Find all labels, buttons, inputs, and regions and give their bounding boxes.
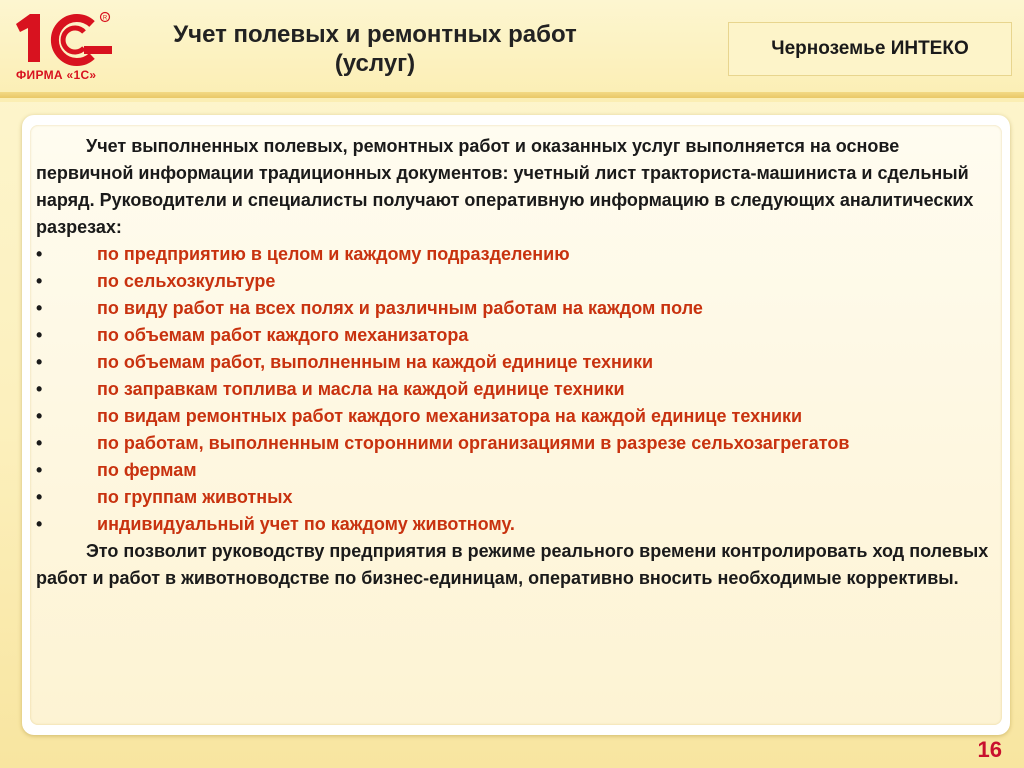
logo-caption: ФИРМА «1С» (16, 68, 97, 82)
list-item (36, 241, 990, 268)
list-item (36, 268, 990, 295)
header-divider (0, 92, 1024, 98)
list-item (36, 322, 990, 349)
title-line-1: Учет полевых и ремонтных работ (173, 21, 577, 48)
bullet-icon: • (36, 406, 43, 426)
content-body (36, 133, 990, 592)
bullet-icon: • (36, 352, 43, 372)
list-item (36, 457, 990, 484)
bullet-icon: • (36, 433, 43, 453)
list-item-text: по работам, выполненным сторонними организациями в разрезе сельхозагрегатов (97, 433, 850, 453)
list-item-text: по сельхозкультуре (97, 271, 276, 291)
list-item-text: по видам ремонтных работ каждого механизатора на каждой единице техники (97, 406, 803, 426)
svg-text:R: R (102, 15, 108, 22)
intro-paragraph: Учет выполненных полевых, ремонтных работ и оказанных услуг выполняется на основе первичной информации традиционных документов: учетный лист тракториста-машиниста и сдельный наряд. Руководители и специалисты получают оперативную информацию в следующих аналитических разрезах: (36, 136, 974, 237)
conclusion-paragraph: Это позволит руководству предприятия в режиме реального времени контролировать ход полевых работ и работ в животноводстве по бизнес-единицам, оперативно вносить необходимые коррективы. (36, 541, 989, 588)
list-item (36, 376, 990, 403)
list-item-text: по предприятию в целом и каждому подразделению (97, 244, 570, 264)
analytics-list (36, 241, 990, 538)
bullet-icon: • (36, 514, 43, 534)
list-item-text: по группам животных (97, 487, 293, 507)
bullet-icon: • (36, 325, 43, 345)
page-number: 16 (977, 737, 1002, 762)
list-item-text: по фермам (97, 460, 197, 480)
list-item (36, 430, 990, 457)
bullet-icon: • (36, 298, 43, 318)
list-item-text: по объемам работ каждого механизатора (97, 325, 469, 345)
list-item (36, 403, 990, 430)
title-line-2: (услуг) (334, 50, 416, 77)
list-item-text: по виду работ на всех полях и различным работам на каждом поле (97, 298, 703, 318)
page-title (130, 20, 620, 78)
list-item (36, 295, 990, 322)
list-item (36, 349, 990, 376)
bullet-icon: • (36, 460, 43, 480)
organization-badge: Черноземье ИНТЕКО (728, 22, 1012, 76)
list-item (36, 511, 990, 538)
list-item-text: индивидуальный учет по каждому животному. (97, 514, 515, 534)
bullet-icon: • (36, 271, 43, 291)
bullet-icon: • (36, 244, 43, 264)
logo-mark-icon (10, 10, 114, 68)
list-item-text: по заправкам топлива и масла на каждой единице техники (97, 379, 625, 399)
bullet-icon: • (36, 379, 43, 399)
company-logo (10, 10, 114, 84)
list-item-text: по объемам работ, выполненным на каждой единице техники (97, 352, 654, 372)
bullet-icon: • (36, 487, 43, 507)
list-item (36, 484, 990, 511)
